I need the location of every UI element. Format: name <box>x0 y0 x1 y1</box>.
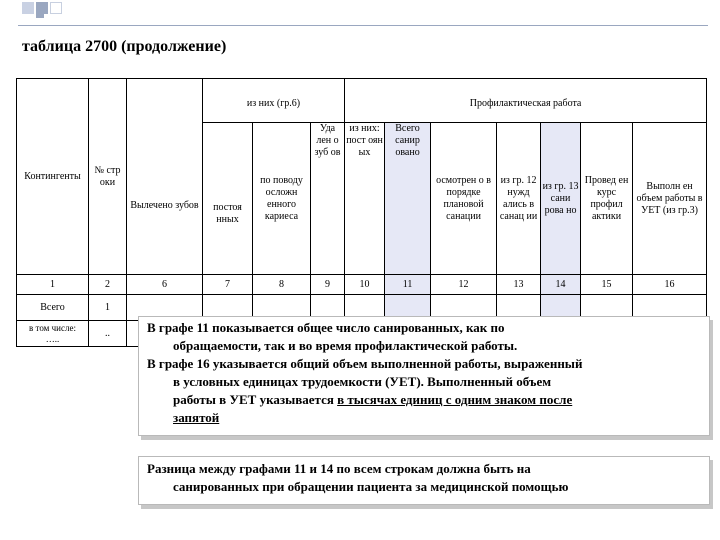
column-number: 7 <box>203 275 253 295</box>
row-number: 1 <box>89 295 127 321</box>
row-label: Всего <box>17 295 89 321</box>
column-number: 6 <box>127 275 203 295</box>
note-line: обращаемости, так и во время профилактической работы. <box>173 338 518 353</box>
deco-square <box>50 2 62 14</box>
column-number: 12 <box>431 275 497 295</box>
col-header-work-volume: Выполн ен объем работы в УЕТ (из гр.3) <box>633 123 707 275</box>
column-number: 10 <box>345 275 385 295</box>
column-number: 14 <box>541 275 581 295</box>
title-divider <box>18 25 708 26</box>
note-line: В графе 16 указывается общий объем выполненной работы, выраженный <box>147 356 583 371</box>
col-header-of-them-permanent: из них: пост оян ых <box>345 123 385 275</box>
column-number: 15 <box>581 275 633 295</box>
note-line: санированных при обращении пациента за медицинской помощью <box>173 479 569 494</box>
note-line: Разница между графами 11 и 14 по всем строкам должна быть на <box>147 461 531 476</box>
row-number: .. <box>89 321 127 347</box>
note-line: в условных единицах трудоемкости (УЕТ). Выполненный объем <box>173 374 552 389</box>
note-box-difference <box>138 456 710 505</box>
note-emphasis: в тысячах единиц с одним знаком после <box>337 392 573 407</box>
col-header-permanent: постоя нных <box>203 123 253 275</box>
column-number: 9 <box>311 275 345 295</box>
col-header-needed-sanitation: из гр. 12 нужд ались в санац ии <box>497 123 541 275</box>
col-header-treated-teeth: Вылечено зубов <box>127 79 203 275</box>
deco-square <box>36 10 44 18</box>
row-label-line: в том числе: <box>29 322 76 333</box>
column-number: 13 <box>497 275 541 295</box>
note-line <box>147 409 701 427</box>
row-label-line: ….. <box>45 333 60 344</box>
note-box-columns-11-16 <box>138 316 710 436</box>
col-header-sanitized: из гр. 13 сани рова но <box>541 123 581 275</box>
column-number: 16 <box>633 275 707 295</box>
note-line <box>147 391 701 409</box>
col-header-contingents: Контингенты <box>17 79 89 275</box>
col-header-total-sanitized: Всего санир овано <box>385 123 431 275</box>
note-emphasis: запятой <box>173 410 220 425</box>
column-number: 11 <box>385 275 431 295</box>
note-text: работы в УЕТ указывается <box>173 392 338 407</box>
column-number: 2 <box>89 275 127 295</box>
deco-square <box>22 2 34 14</box>
col-header-complicated-caries: по поводу осложн енного кариеса <box>253 123 311 275</box>
note-line: В графе 11 показывается общее число санированных, как по <box>147 320 505 335</box>
col-header-row-number: № стр оки <box>89 79 127 275</box>
page-title: таблица 2700 (продолжение) <box>22 38 227 55</box>
column-numbers-row <box>17 275 707 295</box>
col-header-examined: осмотрен о в порядке плановой санации <box>431 123 497 275</box>
group-header-prophylactic: Профилактическая работа <box>345 79 707 123</box>
col-header-prophylaxis-course: Провед ен курс профил актики <box>581 123 633 275</box>
row-label <box>17 321 89 347</box>
column-number: 1 <box>17 275 89 295</box>
group-header-of-them: из них (гр.6) <box>203 79 345 123</box>
col-header-extracted-teeth: Уда лен о зуб ов <box>311 123 345 275</box>
report-table <box>16 78 707 347</box>
column-number: 8 <box>253 275 311 295</box>
